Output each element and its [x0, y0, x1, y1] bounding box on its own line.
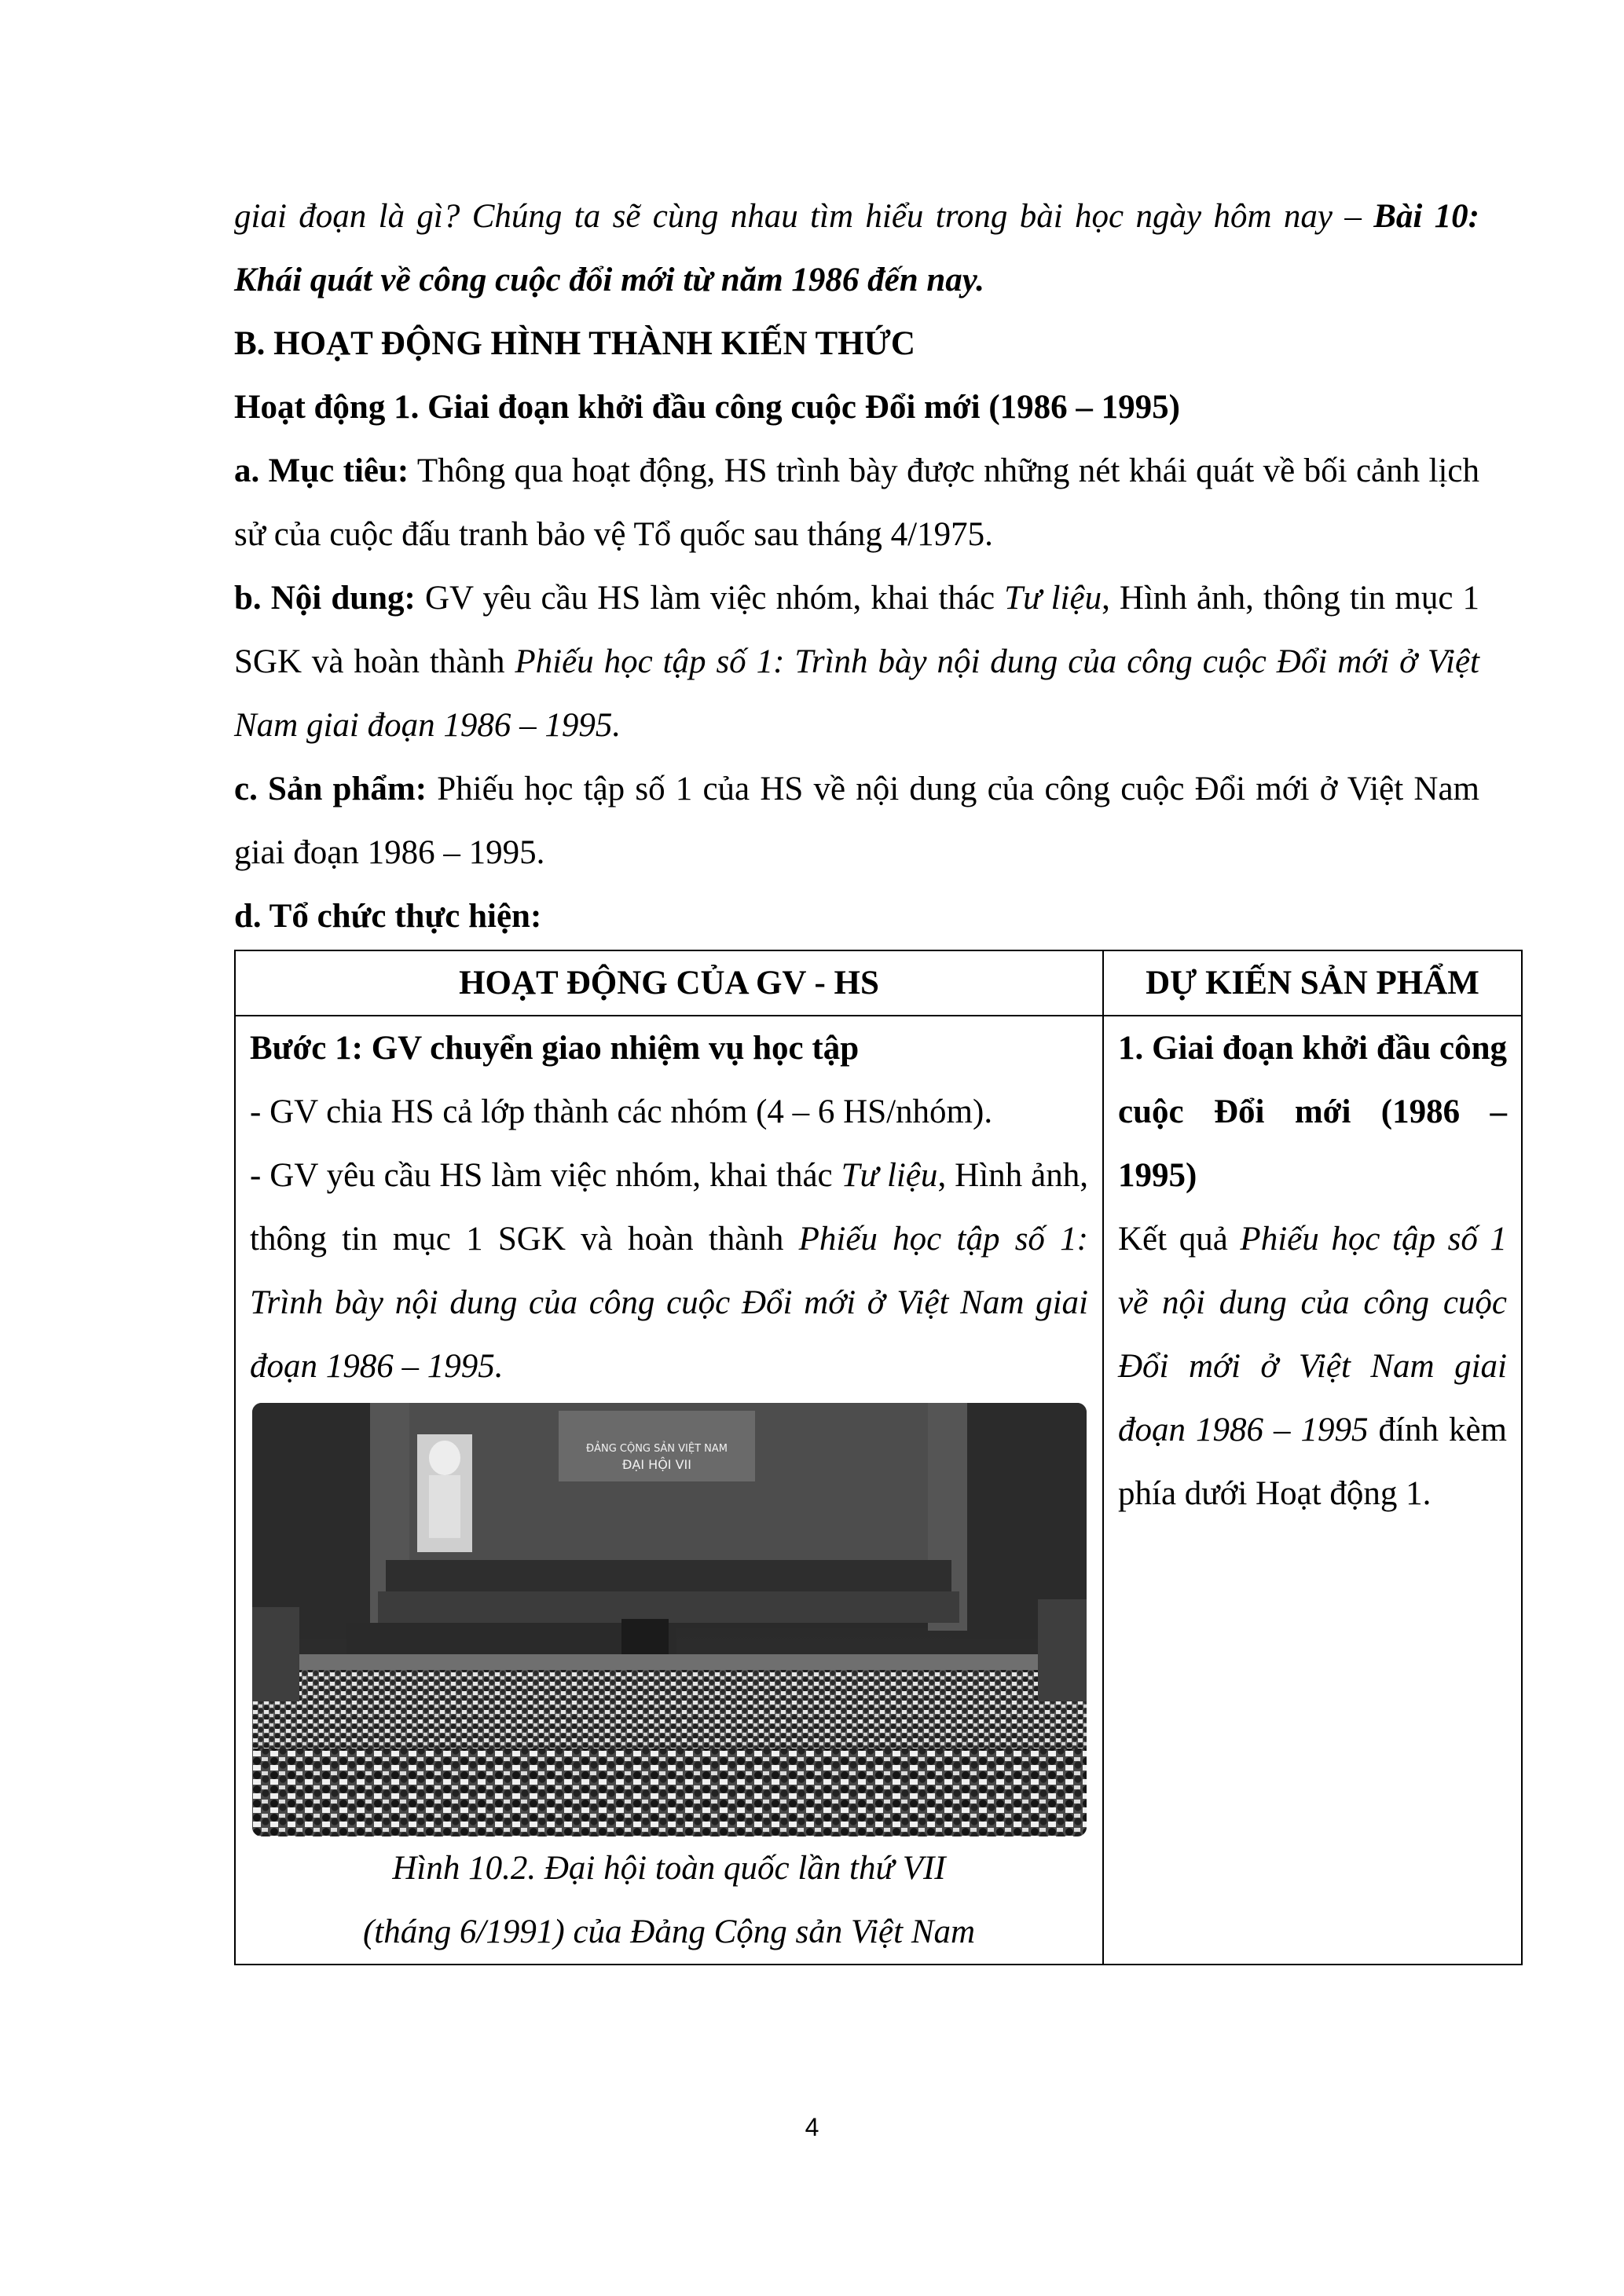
step1-line2	[250, 1144, 1088, 1398]
lesson-title: Bài 10: Khái quát về công cuộc đổi mới từ năm 1986 đến nay.	[234, 198, 1479, 298]
activity-table	[234, 950, 1523, 1965]
step1-heading: Bước 1: GV chuyển giao nhiệm vụ học tập	[250, 1030, 860, 1067]
photo-banner-line1: ĐẢNG CỘNG SẢN VIỆT NAM	[585, 1443, 728, 1455]
content-italic-2: Phiếu học tập số 1: Trình bày nội dung của công cuộc Đổi mới ở Việt Nam giai đoạn 1986 – 1995.	[234, 643, 1479, 744]
congress-photo	[252, 1403, 1087, 1836]
activity-heading: Hoạt động 1. Giai đoạn khởi đầu công cuộc Đổi mới (1986 – 1995)	[234, 389, 1180, 426]
organize-label: d. Tổ chức thực hiện:	[234, 898, 542, 935]
intro-text: giai đoạn là gì? Chúng ta sẽ cùng nhau tìm hiểu trong bài học ngày hôm nay –	[234, 198, 1374, 235]
photo-banner-line2: ĐẠI HỘI VII	[621, 1457, 691, 1472]
step1-line2-italic-1: Tư liệu	[841, 1157, 938, 1194]
product-description-text-b: đính kèm phía dưới Hoạt động 1.	[1118, 1412, 1508, 1512]
step1-line2-italic-2: Phiếu học tập số 1: Trình bày nội dung của công cuộc Đổi mới ở Việt Nam giai đoạn 1986 – 1995.	[250, 1221, 1088, 1385]
photo-caption-line1: Hình 10.2. Đại hội toàn quốc lần thứ VII	[392, 1850, 946, 1887]
product-text: Phiếu học tập số 1 của HS về nội dung của công cuộc Đổi mới ở Việt Nam giai đoạn 1986 – 1995.	[234, 771, 1479, 871]
step1-line1: - GV chia HS cả lớp thành các nhóm (4 – 6 HS/nhóm).	[250, 1093, 993, 1130]
product-description-italic: Phiếu học tập số 1 về nội dung của công cuộc Đổi mới ở Việt Nam giai đoạn 1986 – 1995	[1118, 1221, 1507, 1448]
table-header-row	[235, 950, 1522, 1016]
content-italic-1: Tư liệu	[1004, 580, 1102, 617]
product-heading: 1. Giai đoạn khởi đầu công cuộc Đổi mới (1986 – 1995)	[1118, 1030, 1507, 1194]
page-number: 4	[805, 2113, 819, 2141]
step1-line2-text-b: , Hình ảnh, thông tin mục 1 SGK và hoàn thành	[250, 1157, 1088, 1258]
objective-text: Thông qua hoạt động, HS trình bày được những nét khái quát về bối cảnh lịch sử của cuộc đấu tranh bảo vệ Tổ quốc sau tháng 4/1975.	[234, 452, 1480, 553]
table-header-left: HOẠT ĐỘNG CỦA GV - HS	[235, 950, 1103, 1016]
photo-caption-line2: (tháng 6/1991) của Đảng Cộng sản Việt Nam	[362, 1913, 976, 1950]
page-content	[234, 185, 1508, 1965]
section-heading: B. HOẠT ĐỘNG HÌNH THÀNH KIẾN THỨC	[234, 325, 915, 362]
table-cell-activities	[235, 1016, 1103, 1965]
table-cell-products	[1103, 1016, 1522, 1965]
table-body-row	[235, 1016, 1522, 1965]
objective-label: a. Mục tiêu:	[234, 452, 409, 489]
content-label: b. Nội dung:	[234, 580, 416, 617]
content-text-2: , Hình ảnh, thông tin mục 1 SGK và hoàn thành	[234, 580, 1479, 680]
content-text-1: GV yêu cầu HS làm việc nhóm, khai thác	[415, 580, 1005, 617]
step1-line2-text-a: - GV yêu cầu HS làm việc nhóm, khai thác	[250, 1157, 841, 1194]
product-paragraph	[234, 757, 1479, 884]
content-paragraph	[234, 566, 1479, 757]
product-description-text-a: Kết quả	[1118, 1221, 1241, 1258]
product-label: c. Sản phẩm:	[234, 771, 427, 807]
product-description	[1118, 1207, 1507, 1525]
objective-paragraph	[234, 439, 1479, 566]
intro-paragraph	[234, 185, 1479, 312]
table-header-right: DỰ KIẾN SẢN PHẨM	[1103, 950, 1522, 1016]
